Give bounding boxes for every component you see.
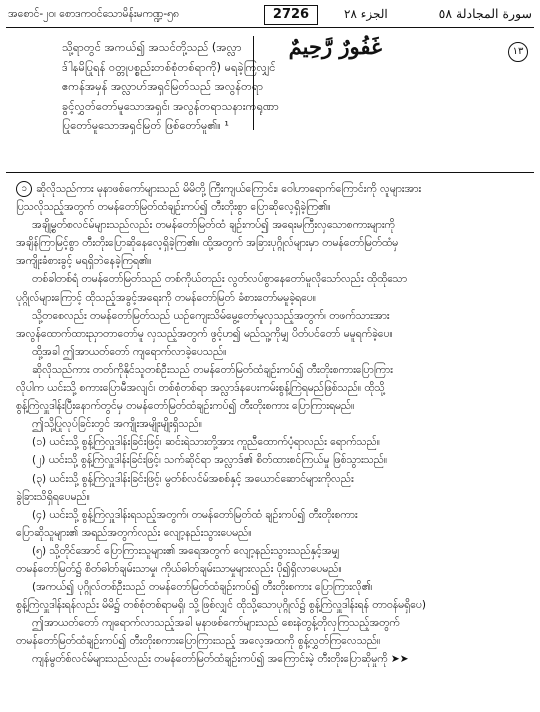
verse-translation (62, 38, 302, 136)
commentary-line: (၄) ယင်းသို့ စွန့်ကြဲလှူဒါန်းရသည့်အတွက်၊ တမန်တော်မြတ်ထံ ချဉ်းကပ်၍ တီးတိုးစကား (32, 508, 358, 521)
page-header (6, 4, 534, 26)
commentary-line: (၅) သို့တိုင်အောင် ပြောကြားသူများ၏ အရေအတွက် လျော့နည်းသွားသည်နှင့်အမျှ (32, 544, 340, 557)
translation-line: ခွင့်လွှတ်တော်မူသောအရှင်၊ အလွန်တရာသနားကရုဏာ (62, 99, 279, 113)
translation-line: ဧကန်အမှန် အလ္လာဟ်အရှင်မြတ်သည် အလွန်တရာ (62, 80, 264, 94)
commentary-line: အလွန်ထောက်ထားညှာတာတော်မူ လှသည့်အတွက် ဖွင့်ဟ၍ မည်သူ့ကိုမျှ ပိတ်ပင်တော် မမူရက်ခဲ့ပေ။ (16, 327, 393, 340)
page-number: 2726 (264, 5, 318, 25)
translation-line: ဒ်ါနမိပြုရန် ဝတ္တုပစ္စည်းတစ်စုံတစ်ရာကို) မရခဲ့ကြလျှင် (62, 60, 276, 74)
commentary-line: (၂) ယင်းသို့ စွန့်ကြဲလှူဒါန်းခြင်းဖြင့်၊ သက်ဆိုင်ရာ အလ္လာဒ်၏ စိတ်ထားစင်ကြယ်မှု ဖြစ်သွားသည်။ (32, 454, 388, 467)
arabic-verse-text: غَفُورٌ رَّحِيمٌ (288, 34, 382, 59)
commentary-line: ပုဂ္ဂိုလ်များကြောင့် ထိုသည့်အခွင့်အရေးကို တမန်တော်မြတ် ခံစားတော်မမူခဲ့ရပေ။ (16, 291, 316, 304)
commentary-line: အကျိုးခံစားခွင့် မရရှိဘဲနေခဲ့ကြရ၏။ (16, 255, 152, 268)
commentary-line: အချိန်ကြာမြင့်စွာ တီးတိုးပြောဆိုနေလေ့ရှိခဲ့ကြ၏။ ထို့အတွက် အခြားပုဂ္ဂိုလ်များမှာ တမန်တော်မြတ်ထံမှ (16, 237, 399, 250)
commentary-line: ဆိုလိုသည်ကား တတ်ကိုနိုင်သူတစ်ဦးသည် တမန်တော်မြတ်ထံချဉ်းကပ်၍ တီးတိုးစကားပြောကြား (32, 363, 393, 376)
header-chapter-info: အစောင်-၂၀၊ စောဒကဝင်သောမိန်းမကဏ္ဍ-၅၈ (8, 8, 180, 20)
commentary-line: တမန်တော်မြတ်ထံချဉ်းကပ်၍ တီးတိုးစကားပြောကြားသည့် အလေ့အထကို စွန့်လွှတ်ကြလေသည်။ (16, 635, 381, 648)
commentary-line: ထို့အခါ ဤအာယတ်တော် ကျရောက်လာခဲ့ပေသည်။ (32, 345, 227, 358)
commentary-line: (၃) ယင်းသို့ စွန့်ကြဲလှူဒါန်းခြင်းဖြင့်၊ မွတ်စ်လင်မ်အစစ်နှင့် အယောင်ဆောင်များကိုလည်း (32, 472, 354, 485)
commentary-line: ကျန်မွတ်စ်လင်မ်များသည်လည်း တမန်တော်မြတ်ထံချဉ်းကပ်၍ အကြောင်းမဲ့ တီးတိုးပြောဆိုမှုကို ➤➤ (32, 653, 409, 666)
commentary-line: (အကယ်၍ ပုဂ္ဂိုလ်တစ်ဦးသည် တမန်တော်မြတ်ထံချဉ်းကပ်၍ တီးတိုးစကား ပြောကြားလို၏၊ (32, 581, 373, 594)
commentary-line: ဤအာယတ်တော် ကျရောက်လာသည့်အခါ မုနာဖစ်ကော်များသည် စေးနဲတွန့်တိုလှကြသည့်အတွက် (32, 617, 400, 630)
commentary-line: သို့တစေလည်း တမန်တော်မြတ်သည် ယဉ်ကျေးသိမ်မွေ့တော်မူလှသည့်အတွက်၊ တဖက်သားအား (32, 309, 390, 322)
commentary-line: စွန့်ကြဲလှူဒါန်းရန်လည်း မိမိ၌ တစ်စုံတစ်ရာမရှိ၊ သို့ဖြစ်လျှင် ထိုသို့သောပုဂ္ဂိုလ်၌ စွန့်ကြဲလှူဒါန်းရန် တာဝန်မရှိပေ) (16, 599, 426, 612)
commentary-line: လိုပါက ယင်းသို့ စကားပြောမီအလျင်၊ တစ်စုံတစ်ရာ အလ္လာဒ်နပေးကမ်းစွန့်ကြဲရမည်ဖြစ်သည်။ ထိုသို့ (16, 382, 385, 395)
commentary-line: စွန့်ကြဲလှူဒါန်းပြီးနောက်တွင်မှ တမန်တော်မြတ်ထံချဉ်းကပ်၍ တီးတိုးစကား ပြောကြားရမည်။ (16, 400, 355, 413)
commentary-line: အချို့မွတ်စလင်မ်များသည်လည်း တမန်တော်မြတ်ထံ ချဉ်းကပ်၍ အရေးမကြီးလှသောစကားများကို (32, 219, 395, 232)
commentary-line: ပြသလိုသည့်အတွက် တမန်တော်မြတ်ထံချဉ်းကပ်၍ တီးတိုးစွာ ပြောဆိုလေ့ရှိခဲ့ကြ၏။ (16, 201, 331, 214)
commentary-line: ခွဲခြားသိရှိရပေမည်။ (16, 490, 90, 503)
commentary-line: ဤသို့ပြုလုပ်ခြင်းတွင် အကျိုးအမျိုးမျိုးရှိသည်။ (32, 418, 202, 431)
commentary-line: ပြောဆိုသူများ၏ အရည်အတွက်လည်း လျော့နည်းသွားပေမည်။ (16, 526, 252, 539)
translation-line: သို့ရာတွင် အကယ်၍ အသင်တို့သည် (အလ္လာ (62, 41, 242, 54)
header-surah: سورة المجادلة ٥٨ (438, 6, 532, 21)
commentary (16, 180, 526, 669)
header-rule (6, 27, 534, 28)
commentary-line-text: ဆိုလိုသည်ကား မုနာဖစ်ကော်များသည် မိမိတို့ ကြီးကျယ်ကြောင်း၊ ဝေါဟာရောက်ကြောင်းကို လူများအား (36, 183, 422, 195)
translation-line: ပြုတော်မူသောအရှင်မြတ် ဖြစ်တော်မူ၏။ ¹ (62, 119, 229, 133)
footnote-marker: ၁ (16, 181, 32, 197)
commentary-line (16, 180, 526, 198)
commentary-line: တမန်တော်မြတ်၌ စိတ်ဓါတ်ချမ်းသာမှု၊ ကိုယ်ဓါတ်ချမ်းသာမှုများလည်း ပို၍ရှိလာပေမည်။ (16, 562, 342, 575)
verse-number-marker: ١٣ (508, 42, 528, 62)
commentary-line: တစ်ခါတစ်ရံ တမန်တော်မြတ်သည် တစ်ကိုယ်တည်း လွတ်လပ်စွာနေတော်မူလိုသော်လည်း ထိုထိုသော (32, 273, 408, 286)
commentary-line: (၁) ယင်းသို့ စွန့်ကြဲလှူဒါန်းခြင်းဖြင့်၊ ဆင်းရဲသားတို့အား ကူညီထောက်ပံ့ရာလည်း ရောက်သည်။ (32, 436, 380, 449)
header-juz: الجزء ٢٨ (344, 7, 388, 21)
section-rule (6, 172, 534, 173)
